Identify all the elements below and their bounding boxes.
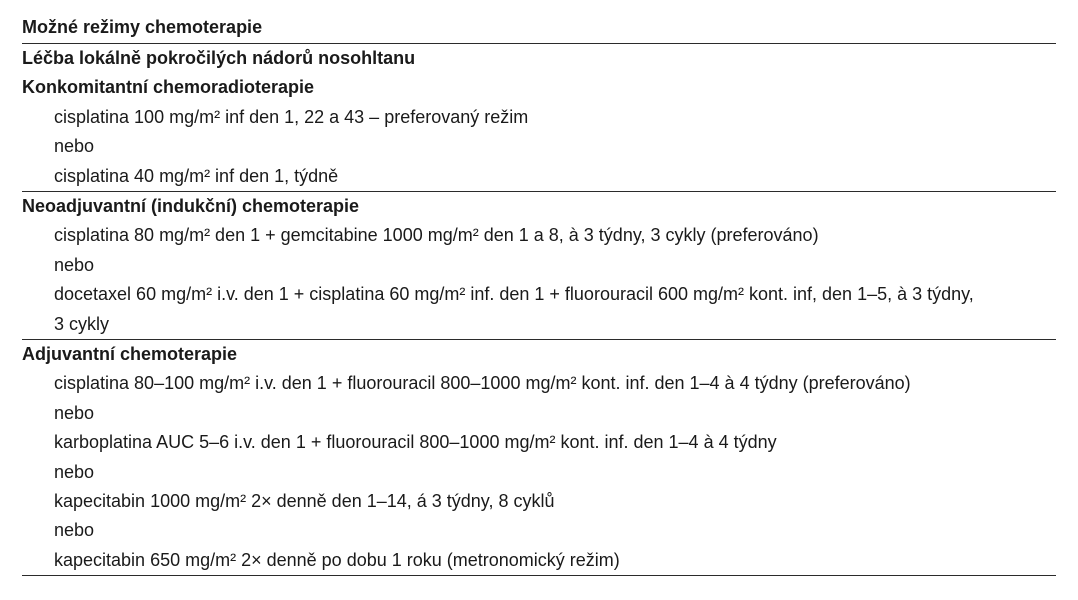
regimen-line: cisplatina 40 mg/m² inf den 1, týdně bbox=[54, 165, 339, 186]
regimen-line: cisplatina 80–100 mg/m² i.v. den 1 + fluorouracil 800–1000 mg/m² kont. inf. den 1–4 à 4 týdny (preferováno) bbox=[54, 373, 911, 394]
regimen-line: cisplatina 100 mg/m² inf den 1, 22 a 43 – preferovaný režim bbox=[54, 106, 529, 127]
section-heading: Adjuvantní chemoterapie bbox=[22, 344, 238, 365]
subsection-heading: Konkomitantní chemoradioterapie bbox=[22, 77, 315, 98]
section-heading: Neoadjuvantní (indukční) chemoterapie bbox=[22, 196, 360, 216]
table-title: Možné režimy chemoterapie bbox=[22, 14, 1056, 44]
or-separator: nebo bbox=[54, 136, 95, 157]
section-locally-advanced bbox=[22, 44, 1056, 192]
regimen-line: karboplatina AUC 5–6 i.v. den 1 + fluorouracil 800–1000 mg/m² kont. inf. den 1–4 à 4 týdny bbox=[54, 432, 777, 453]
section-adjuvant bbox=[22, 340, 1056, 576]
or-separator: nebo bbox=[54, 461, 95, 482]
section-heading: Léčba lokálně pokročilých nádorů nosohltanu bbox=[22, 48, 416, 68]
regimen-table bbox=[22, 14, 1056, 576]
or-separator: nebo bbox=[54, 402, 95, 423]
or-separator: nebo bbox=[54, 254, 95, 275]
regimen-line: kapecitabin 1000 mg/m² 2× denně den 1–14, á 3 týdny, 8 cyklů bbox=[54, 491, 555, 512]
regimen-line: cisplatina 80 mg/m² den 1 + gemcitabine 1000 mg/m² den 1 a 8, à 3 týdny, 3 cykly (preferováno) bbox=[54, 225, 819, 246]
regimen-line: kapecitabin 650 mg/m² 2× denně po dobu 1 roku (metronomický režim) bbox=[54, 549, 620, 570]
or-separator: nebo bbox=[54, 520, 95, 541]
regimen-line: docetaxel 60 mg/m² i.v. den 1 + cisplatina 60 mg/m² inf. den 1 + fluorouracil 600 mg/m² kont. inf, den 1–5, à 3 týdny, bbox=[54, 284, 974, 305]
section-neoadjuvant bbox=[22, 192, 1056, 340]
regimen-line-continued: 3 cykly bbox=[54, 313, 110, 334]
